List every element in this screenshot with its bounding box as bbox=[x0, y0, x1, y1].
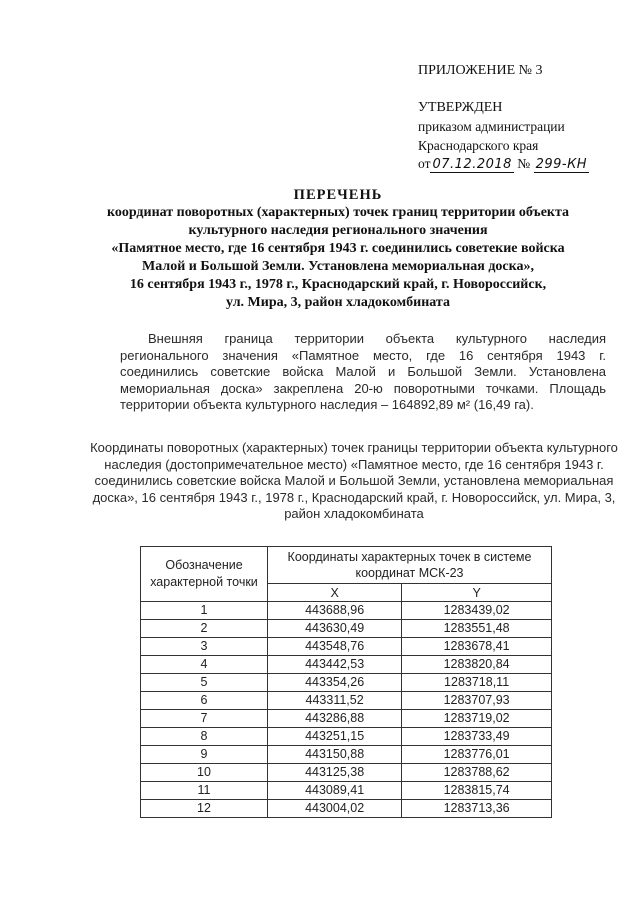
coordinates-table bbox=[140, 546, 552, 818]
approved-by-line-2: Краснодарского края bbox=[418, 138, 539, 153]
coord-x: 443354,26 bbox=[268, 674, 402, 692]
approved-label: УТВЕРЖДЕН bbox=[418, 100, 503, 115]
header-coordinate-system: Координаты характерных точек в системе координат МСК-23 bbox=[268, 547, 552, 584]
header-y: Y bbox=[402, 584, 552, 602]
point-number: 2 bbox=[141, 620, 268, 638]
coord-y: 1283551,48 bbox=[402, 620, 552, 638]
coord-y: 1283707,93 bbox=[402, 692, 552, 710]
table-row bbox=[141, 656, 552, 674]
point-number: 3 bbox=[141, 638, 268, 656]
table-row bbox=[141, 782, 552, 800]
title-line: ул. Мира, 3, район хладокомбината bbox=[226, 295, 450, 310]
coord-y: 1283718,11 bbox=[402, 674, 552, 692]
coordinates-heading: Координаты поворотных (характерных) точек границы территории объекта культурного наследия (достопримечательное место) «Памятное место, где 16 сентября 1943 г. соединились советские войска Малой и Большой Земли, установлена мемориальная доска», 16 сентября 1943 г., 1978 г., Краснодарский край, г. Новороссийск, ул. Мира, 3, район хладокомбината bbox=[90, 440, 618, 521]
order-date-number bbox=[418, 156, 589, 172]
appendix-label: ПРИЛОЖЕНИЕ № 3 bbox=[418, 63, 543, 78]
table-row bbox=[141, 674, 552, 692]
table-row bbox=[141, 746, 552, 764]
point-number: 12 bbox=[141, 800, 268, 818]
coord-y: 1283788,62 bbox=[402, 764, 552, 782]
coord-y: 1283678,41 bbox=[402, 638, 552, 656]
coord-x: 443286,88 bbox=[268, 710, 402, 728]
table-row bbox=[141, 638, 552, 656]
header-designation: Обозначение характерной точки bbox=[141, 547, 268, 602]
point-number: 4 bbox=[141, 656, 268, 674]
table-row bbox=[141, 710, 552, 728]
coord-x: 443125,38 bbox=[268, 764, 402, 782]
coord-y: 1283776,01 bbox=[402, 746, 552, 764]
point-number: 11 bbox=[141, 782, 268, 800]
number-prefix: № bbox=[517, 156, 531, 171]
coord-x: 443442,53 bbox=[268, 656, 402, 674]
point-number: 1 bbox=[141, 602, 268, 620]
coord-x: 443630,49 bbox=[268, 620, 402, 638]
document-title bbox=[60, 186, 616, 312]
order-date: 07.12.2018 bbox=[432, 157, 512, 172]
coord-y: 1283439,02 bbox=[402, 602, 552, 620]
date-prefix: от bbox=[418, 156, 431, 171]
header-x: X bbox=[268, 584, 402, 602]
coord-x: 443548,76 bbox=[268, 638, 402, 656]
approved-by-line-1: приказом администрации bbox=[418, 119, 565, 134]
coord-x: 443688,96 bbox=[268, 602, 402, 620]
table-row bbox=[141, 620, 552, 638]
table-row bbox=[141, 728, 552, 746]
coord-x: 443311,52 bbox=[268, 692, 402, 710]
title-line: «Памятное место, где 16 сентября 1943 г. соединились советекие войска bbox=[111, 241, 565, 256]
table-row bbox=[141, 764, 552, 782]
title-line: 16 сентября 1943 г., 1978 г., Краснодарский край, г. Новороссийск, bbox=[129, 277, 547, 292]
point-number: 9 bbox=[141, 746, 268, 764]
point-number: 10 bbox=[141, 764, 268, 782]
title-line: культурного наследия регионального значения bbox=[188, 223, 488, 238]
coord-y: 1283733,49 bbox=[402, 728, 552, 746]
title-line: координат поворотных (характерных) точек границ территории объекта bbox=[106, 205, 570, 220]
table-row bbox=[141, 800, 552, 818]
point-number: 8 bbox=[141, 728, 268, 746]
coord-x: 443150,88 bbox=[268, 746, 402, 764]
order-number: 299-КН bbox=[535, 157, 588, 172]
coord-y: 1283815,74 bbox=[402, 782, 552, 800]
coord-y: 1283820,84 bbox=[402, 656, 552, 674]
coord-y: 1283719,02 bbox=[402, 710, 552, 728]
point-number: 7 bbox=[141, 710, 268, 728]
table-row bbox=[141, 602, 552, 620]
coord-x: 443089,41 bbox=[268, 782, 402, 800]
coord-x: 443004,02 bbox=[268, 800, 402, 818]
coord-y: 1283713,36 bbox=[402, 800, 552, 818]
coord-x: 443251,15 bbox=[268, 728, 402, 746]
boundary-description: Внешняя граница территории объекта культурного наследия регионального значения «Памятное место, где 16 сентября 1943 г. соединились советские войска Малой и Большой Земли. Установлена мемориальная доска» закреплена 20-ю поворотными точками. Площадь территории объекта культурного наследия – 164892,89 м² (16,49 га). bbox=[120, 331, 606, 412]
title-line: ПЕРЕЧЕНЬ bbox=[293, 187, 383, 203]
point-number: 5 bbox=[141, 674, 268, 692]
title-line: Малой и Большой Земли. Установлена мемориальная доска», bbox=[142, 259, 534, 274]
point-number: 6 bbox=[141, 692, 268, 710]
table-row bbox=[141, 692, 552, 710]
